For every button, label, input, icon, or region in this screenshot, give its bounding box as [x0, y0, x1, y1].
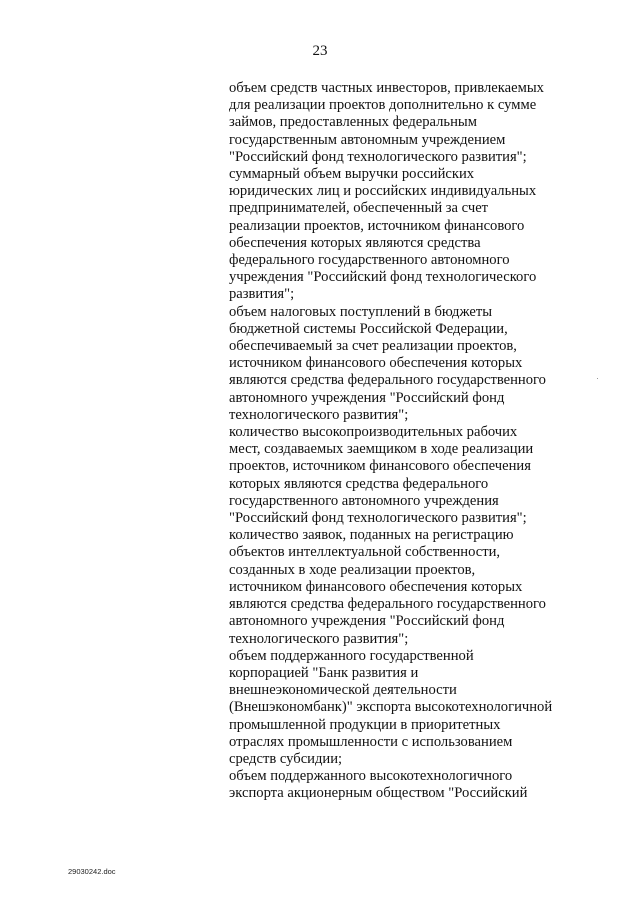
text-line: мест, создаваемых заемщиком в ходе реализации — [229, 441, 534, 458]
text-line: автономного учреждения "Российский фонд — [229, 613, 505, 630]
text-line: созданных в ходе реализации проектов, — [229, 561, 476, 578]
text-line: развития"; — [229, 286, 295, 303]
text-line: технологического развития"; — [229, 406, 409, 423]
text-line: объем поддержанного государственной — [229, 647, 474, 664]
body-text — [229, 80, 579, 803]
text-line: "Российский фонд технологического развития"; — [229, 148, 527, 165]
text-line: являются средства федерального государственного — [229, 372, 546, 389]
text-line: объектов интеллектуальной собственности, — [229, 544, 501, 561]
text-line: отраслях промышленности с использованием — [229, 733, 513, 750]
text-line: предпринимателей, обеспеченный за счет — [229, 200, 489, 217]
text-line: объем средств частных инвесторов, привлекаемых — [229, 80, 544, 96]
text-line: государственного автономного учреждения — [229, 492, 499, 509]
text-line: бюджетной системы Российской Федерации, — [229, 320, 508, 337]
page-number: 23 — [312, 43, 328, 59]
text-line: "Российский фонд технологического развития"; — [229, 510, 527, 527]
text-line: учреждения "Российский фонд технологического — [229, 269, 537, 286]
text-line: юридических лиц и российских индивидуальных — [229, 183, 537, 200]
text-line: промышленной продукции в приоритетных — [229, 716, 501, 733]
text-line: реализации проектов, источником финансового — [229, 217, 525, 234]
footer-file-code: 29030242.doc — [68, 867, 116, 876]
text-line: корпорацией "Банк развития и — [229, 664, 419, 681]
text-line: внешнеэкономической деятельности — [229, 682, 457, 699]
text-line: технологического развития"; — [229, 630, 409, 647]
text-line: объем поддержанного высокотехнологичного — [229, 768, 513, 785]
text-line: средств субсидии; — [229, 750, 343, 767]
text-line: обеспечения которых являются средства — [229, 234, 481, 251]
text-line: займов, предоставленных федеральным — [229, 114, 477, 131]
text-line: количество заявок, поданных на регистрацию — [229, 527, 514, 544]
text-line: источником финансового обеспечения которых — [229, 355, 523, 372]
text-line: являются средства федерального государственного — [229, 596, 546, 613]
text-line: автономного учреждения "Российский фонд — [229, 389, 505, 406]
text-line: количество высокопроизводительных рабочих — [229, 424, 518, 441]
text-line: источником финансового обеспечения которых — [229, 578, 523, 595]
text-line: государственным автономным учреждением — [229, 131, 506, 148]
text-line: объем налоговых поступлений в бюджеты — [229, 303, 493, 320]
text-line: (Внешэкономбанк)" экспорта высокотехнологичной — [229, 699, 553, 716]
text-line: для реализации проектов дополнительно к сумме — [229, 97, 537, 114]
text-line: суммарный объем выручки российских — [229, 166, 475, 183]
text-line: экспорта акционерным обществом "Российский — [229, 785, 528, 802]
text-line: проектов, источником финансового обеспечения — [229, 458, 531, 475]
text-line: которых являются средства федерального — [229, 475, 489, 492]
scan-speck — [597, 378, 598, 379]
text-line: федерального государственного автономного — [229, 252, 510, 269]
text-line: обеспечиваемый за счет реализации проектов, — [229, 338, 517, 355]
